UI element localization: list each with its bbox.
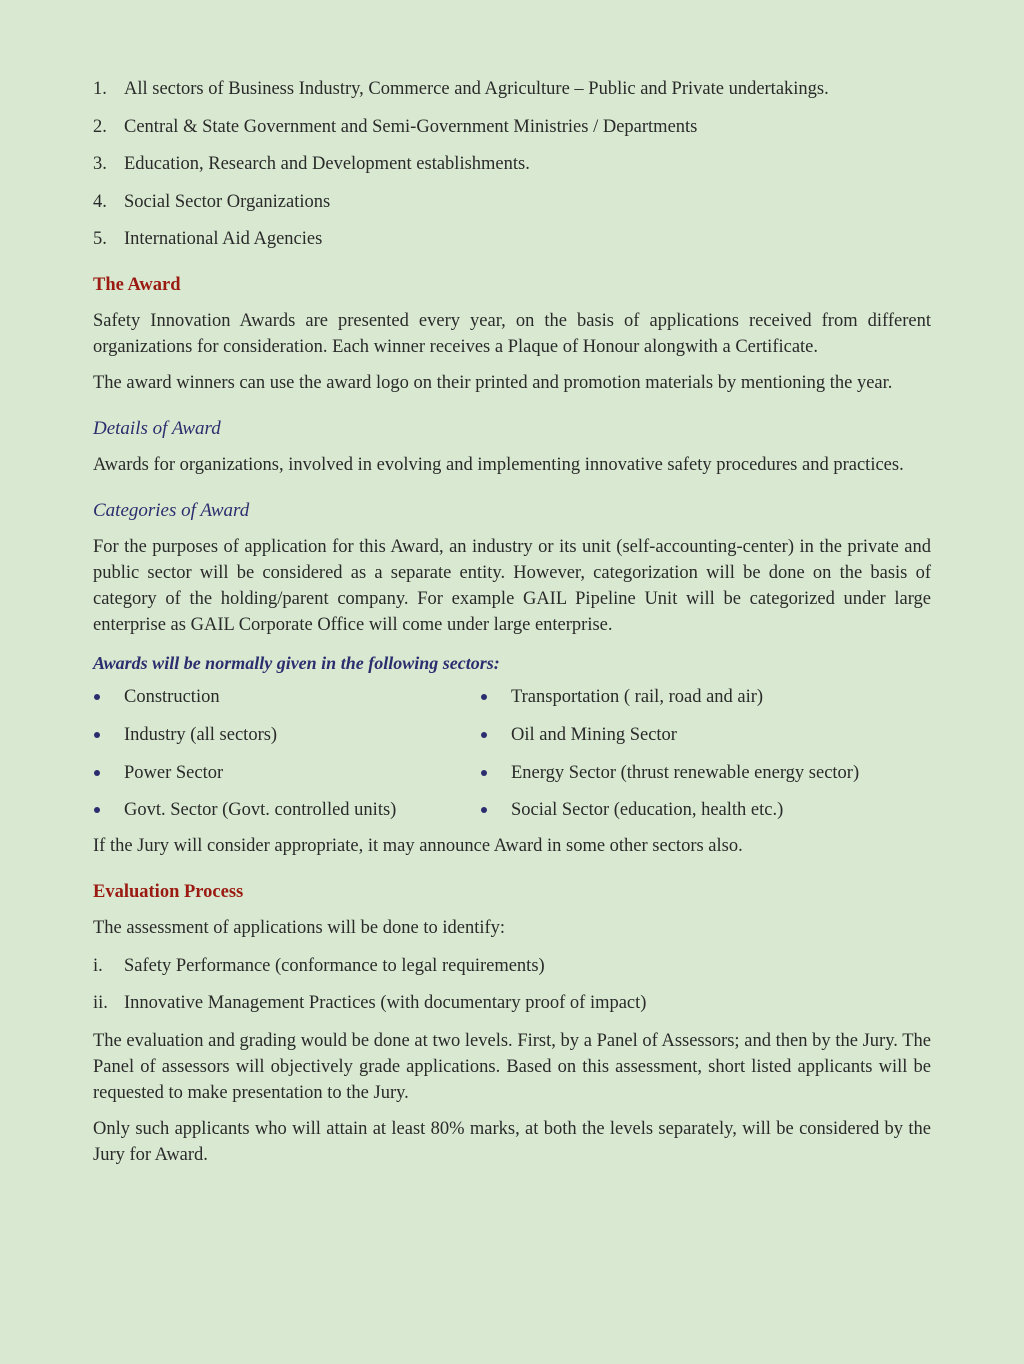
- the-award-paragraph: The award winners can use the award logo on their printed and promotion materials by mentioning the year.: [93, 373, 893, 394]
- list-item: 5. International Aid Agencies: [93, 229, 323, 250]
- categories-heading: Categories of Award: [93, 500, 250, 522]
- evaluation-paragraph: The evaluation and grading would be done at two levels. First, by a Panel of Assessors; and then by the Jury. The Panel of assessors will objectively grade applications. Based on this assessment, short listed applicants will be requested to make presentation to the Jury.: [93, 1030, 931, 1103]
- sector-item: Industry (all sectors): [93, 722, 480, 748]
- the-award-heading: The Award: [93, 275, 181, 296]
- bullet-icon: [93, 807, 124, 813]
- sector-item: Construction: [93, 684, 480, 710]
- list-item: 4. Social Sector Organizations: [93, 191, 331, 212]
- bullet-icon: [93, 770, 124, 776]
- evaluation-paragraph: Only such applicants who will attain at least 80% marks, at both the levels separately, will be considered by the Jury for Award.: [93, 1118, 931, 1165]
- list-item: 3. Education, Research and Development establishments.: [93, 154, 530, 175]
- list-item: 2. Central & State Government and Semi-Government Ministries / Departments: [93, 116, 698, 137]
- sector-item: Power Sector: [93, 760, 480, 786]
- sector-item: Social Sector (education, health etc.): [480, 797, 931, 823]
- the-award-paragraph: Safety Innovation Awards are presented every year, on the basis of applications received from different organizations for consideration. Each winner receives a Plaque of Honour alongwith a Certificate.: [93, 311, 931, 358]
- list-item: ii. Innovative Management Practices (with documentary proof of impact): [93, 993, 647, 1014]
- list-item: 1. All sectors of Business Industry, Commerce and Agriculture – Public and Private undertakings.: [93, 79, 829, 99]
- evaluation-criteria-list: [93, 953, 931, 1017]
- sectors-heading: Awards will be normally given in the following sectors:: [93, 653, 500, 674]
- evaluation-intro: The assessment of applications will be done to identify:: [93, 918, 506, 939]
- evaluation-heading: Evaluation Process: [93, 882, 244, 903]
- sector-item: Govt. Sector (Govt. controlled units): [93, 797, 480, 823]
- bullet-icon: [480, 770, 511, 776]
- categories-paragraph: For the purposes of application for this Award, an industry or its unit (self-accounting-center) in the private and public sector will be considered as a separate entity. However, categorization will be done on the basis of category of the holding/parent company. For example GAIL Pipeline Unit will be categorized under large enterprise as GAIL Corporate Office will come under large enterprise.: [93, 537, 931, 636]
- bullet-icon: [480, 732, 511, 738]
- details-heading: Details of Award: [93, 418, 221, 440]
- bullet-icon: [480, 807, 511, 813]
- list-item: i. Safety Performance (conformance to legal requirements): [93, 955, 545, 976]
- sectors-note: If the Jury will consider appropriate, it may announce Award in some other sectors also.: [93, 836, 743, 857]
- eligibility-list: [93, 76, 931, 252]
- sector-item: Energy Sector (thrust renewable energy sector): [480, 760, 931, 786]
- bullet-icon: [480, 694, 511, 700]
- sector-item: Transportation ( rail, road and air): [480, 684, 931, 710]
- sectors-list: [93, 684, 931, 823]
- details-paragraph: Awards for organizations, involved in evolving and implementing innovative safety procedures and practices.: [93, 455, 904, 476]
- bullet-icon: [93, 694, 124, 700]
- document-page: [93, 76, 931, 1178]
- sector-item: Oil and Mining Sector: [480, 722, 931, 748]
- bullet-icon: [93, 732, 124, 738]
